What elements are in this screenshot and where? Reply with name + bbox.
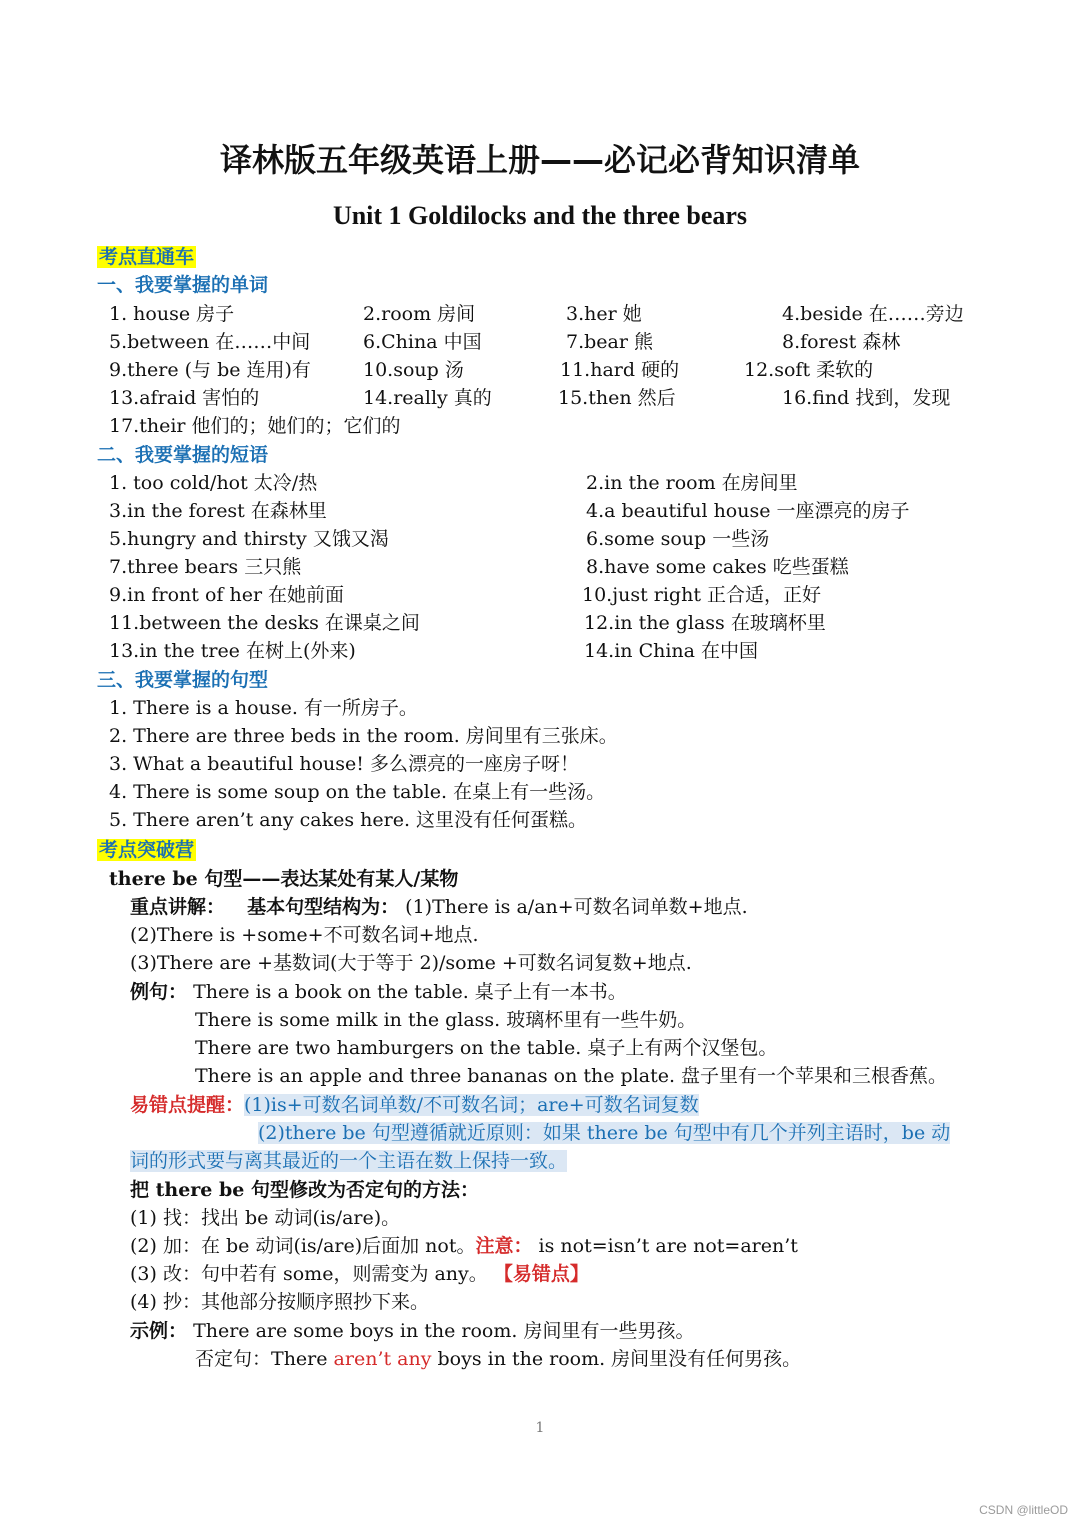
negation-step-4: (4) 抄：其他部分按顺序照抄下来。 — [130, 1291, 429, 1313]
phrase-item: 9.in front of her 在她前面 — [109, 584, 345, 606]
unit-title: Unit 1 Goldilocks and the three bears — [332, 201, 748, 230]
demo-line — [130, 1318, 694, 1344]
error-point-label: 【易错点】 — [493, 1263, 589, 1285]
negation-step-3: (3) 改：句中若有 some，则需变为 any。 — [130, 1263, 488, 1285]
focus-label: 重点讲解： — [130, 896, 226, 918]
phrase-item: 5.hungry and thirsty 又饿又渴 — [109, 528, 389, 550]
phrase-item: 10.just right 正合适，正好 — [582, 584, 822, 606]
phrase-item: 7.three bears 三只熊 — [109, 556, 302, 578]
word-item: 17.their 他们的；她们的；它们的 — [109, 415, 401, 437]
example-sentence: There is some milk in the glass. 玻璃杯里有一些牛奶。 — [195, 1009, 697, 1031]
phrase-item: 12.in the glass 在玻璃杯里 — [584, 612, 826, 634]
word-item: 5.between 在……中间 — [109, 331, 311, 353]
word-item: 12.soft 柔软的 — [744, 359, 874, 381]
demo-label: 示例： — [130, 1320, 188, 1342]
sentence-item: 3. What a beautiful house! 多么漂亮的一座房子呀！ — [109, 753, 579, 775]
word-item: 9.there (与 be 连用)有 — [109, 359, 311, 381]
sentence-item: 1. There is a house. 有一所房子。 — [109, 697, 418, 719]
negative-label: 否定句： — [195, 1348, 272, 1370]
negative-post: boys in the room. 房间里没有任何男孩。 — [431, 1348, 802, 1370]
negation-step-2-line — [130, 1233, 798, 1259]
demo-text: There are some boys in the room. 房间里有一些男孩。 — [193, 1320, 695, 1342]
phrase-item: 1. too cold/hot 太冷/热 — [109, 472, 318, 494]
word-item: 11.hard 硬的 — [560, 359, 680, 381]
sentence-item: 5. There aren’t any cakes here. 这里没有任何蛋糕。 — [109, 809, 588, 831]
note-label: 注意： — [475, 1235, 533, 1257]
example-sentence: There are two hamburgers on the table. 桌子上有两个汉堡包。 — [195, 1037, 778, 1059]
word-item: 2.room 房间 — [363, 303, 476, 325]
warning-rule-2b: 词的形式要与离其最近的一个主语在数上保持一致。 — [130, 1150, 568, 1172]
example-line — [130, 979, 627, 1005]
phrase-item: 13.in the tree 在树上(外来) — [109, 640, 356, 662]
warning-rule-2a: (2)there be 句型遵循就近原则：如果 there be 句型中有几个并列主语时，be 动 — [258, 1122, 951, 1144]
structure-3: (3)There are +基数词(大于等于 2)/some +可数名词复数+地点. — [130, 952, 692, 974]
word-item: 13.afraid 害怕的 — [109, 387, 260, 409]
highlight-tag-breakthrough — [97, 837, 196, 863]
negation-step-1: (1) 找：找出 be 动词(is/are)。 — [130, 1207, 401, 1229]
structure-2: (2)There is +some+不可数名词+地点. — [130, 924, 479, 946]
example-sentence: There is a book on the table. 桌子上有一本书。 — [193, 981, 627, 1003]
phrase-item: 8.have some cakes 吃些蛋糕 — [586, 556, 849, 578]
word-item: 3.her 她 — [566, 303, 642, 325]
grammar-heading-zh: 句型——表达某处有某人/某物 — [197, 868, 459, 890]
example-label: 例句： — [130, 981, 188, 1003]
word-item: 4.beside 在……旁边 — [782, 303, 964, 325]
word-item: 15.then 然后 — [558, 387, 676, 409]
word-item: 16.find 找到，发现 — [782, 387, 951, 409]
grammar-heading-en: there be — [109, 868, 198, 890]
negative-emphasis: aren’t any — [333, 1348, 432, 1370]
phrase-item: 3.in the forest 在森林里 — [109, 500, 327, 522]
note-text: is not=isn’t are not=aren’t — [532, 1235, 798, 1257]
negative-pre: There — [271, 1348, 334, 1370]
word-item: 1. house 房子 — [109, 303, 235, 325]
negation-heading: 把 there be 句型修改为否定句的方法： — [130, 1179, 479, 1201]
word-item: 14.really 真的 — [363, 387, 492, 409]
phrase-item: 4.a beautiful house 一座漂亮的房子 — [586, 500, 910, 522]
focus-sub-label: 基本句型结构为： — [247, 896, 400, 918]
phrase-item: 14.in China 在中国 — [584, 640, 759, 662]
warning-rule-2-line-a — [258, 1120, 950, 1146]
negation-step-3-line — [130, 1261, 589, 1287]
warning-label: 易错点提醒： — [130, 1094, 245, 1116]
phrase-item: 2.in the room 在房间里 — [586, 472, 798, 494]
phrase-item: 6.some soup 一些汤 — [586, 528, 770, 550]
word-item: 6.China 中国 — [363, 331, 482, 353]
grammar-heading — [109, 866, 458, 892]
sentence-item: 4. There is some soup on the table. 在桌上有一些汤。 — [109, 781, 606, 803]
page-title: 译林版五年级英语上册——必记必背知识清单 — [219, 141, 860, 179]
example-sentence: There is an apple and three bananas on the plate. 盘子里有一个苹果和三根香蕉。 — [195, 1065, 948, 1087]
highlight-tag-exam-points — [97, 244, 196, 270]
negation-step-2: (2) 加：在 be 动词(is/are)后面加 not。 — [130, 1235, 476, 1257]
phrase-item: 11.between the desks 在课桌之间 — [109, 612, 420, 634]
warning-line-1 — [130, 1092, 699, 1118]
page-number: 1 — [535, 1420, 545, 1436]
negative-example-line — [195, 1346, 801, 1372]
watermark: CSDN @littleOD — [979, 1503, 1068, 1517]
tag-label: 考点突破营 — [99, 839, 195, 861]
section-heading-phrases: 二、我要掌握的短语 — [97, 444, 269, 466]
tag-label: 考点直通车 — [99, 246, 195, 268]
section-heading-words: 一、我要掌握的单词 — [97, 274, 269, 296]
structure-1: (1)There is a/an+可数名词单数+地点. — [405, 896, 748, 918]
word-item: 7.bear 熊 — [566, 331, 653, 353]
focus-line — [130, 894, 748, 920]
warning-rule-1: (1)is+可数名词单数/不可数名词；are+可数名词复数 — [244, 1094, 699, 1116]
word-item: 8.forest 森林 — [782, 331, 901, 353]
warning-rule-2-line-b — [130, 1148, 567, 1174]
sentence-item: 2. There are three beds in the room. 房间里有三张床。 — [109, 725, 618, 747]
section-heading-sentences: 三、我要掌握的句型 — [97, 669, 269, 691]
word-item: 10.soup 汤 — [363, 359, 464, 381]
